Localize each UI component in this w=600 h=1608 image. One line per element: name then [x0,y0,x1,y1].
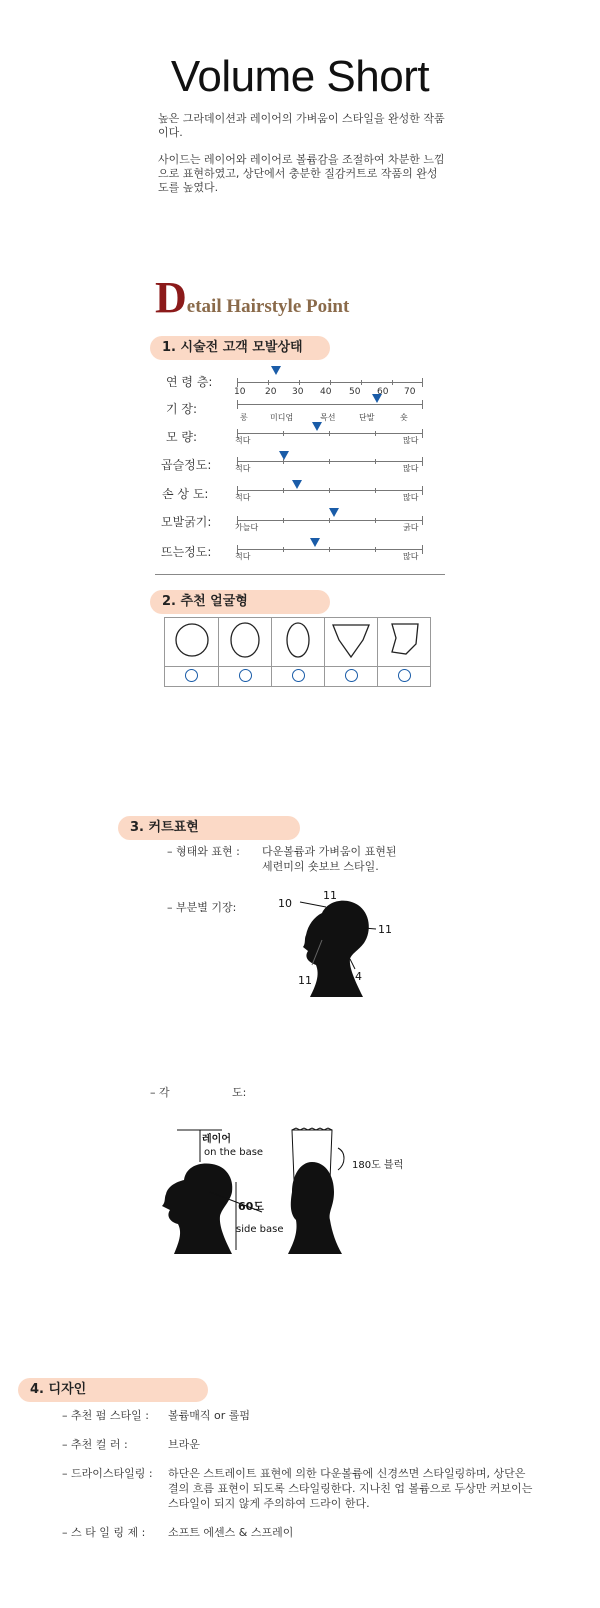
length-tick: 미디엄 [270,413,294,422]
lift-low: 적다 [235,552,251,561]
lift-marker [310,538,320,547]
len-top: 11 [323,889,337,902]
face-long-cell [272,618,325,667]
amount-marker [312,422,322,431]
angle-label: – 각 [150,1086,170,1099]
layer-sub: on the base [204,1147,264,1158]
angle-label-2: 도: [232,1086,247,1099]
curl-high: 많다 [403,464,419,473]
detail-heading [155,273,350,322]
head-profile-length-diagram [270,885,400,1020]
section1-title: 1. 시술전 고객 모발상태 [150,336,330,360]
amount-high: 많다 [403,436,419,445]
intro-paragraph-1: 높은 그라데이션과 레이어의 가벼움이 스타일을 완성한 작품이다. [158,112,445,139]
len-nape: 4 [355,970,362,983]
product-value: 소프트 에센스 & 스프레이 [168,1526,294,1539]
lift-label: 뜨는정도: [161,545,212,559]
face-oval-cell [219,618,272,667]
face-square-check [378,667,431,687]
page-title: Volume Short [170,52,430,101]
side-base: side base [236,1224,284,1235]
round-face-icon [172,620,212,660]
damage-high: 많다 [403,493,419,502]
age-tick: 30 [292,387,304,397]
length-marker [372,394,382,403]
face-triangle-cell [325,618,378,667]
form-label: – 형태와 표현 : [167,845,240,858]
len-back: 11 [378,923,392,936]
section2-title: 2. 추천 얼굴형 [150,590,330,614]
thickness-scale [235,514,423,532]
age-marker [271,366,281,375]
block-label: 180도 블럭 [352,1160,404,1171]
face-square-cell [378,618,431,667]
face-triangle-check [325,667,378,687]
length-by-part-label: – 부분별 기장: [167,901,237,914]
age-tick: 60 [377,387,389,397]
length-tick: 숏 [400,413,408,422]
face-round-cell [165,618,219,667]
head-block-diagram [280,1120,430,1270]
curl-marker [279,451,289,460]
product-label: – 스 타 일 링 제 : [62,1526,146,1539]
damage-low: 적다 [235,493,251,502]
len-side: 11 [298,974,312,987]
age-tick: 20 [265,387,277,397]
damage-marker [292,480,302,489]
length-tick: 롱 [240,413,248,422]
curl-label: 곱슬정도: [161,458,212,472]
circle-icon [345,669,358,682]
circle-icon [398,669,411,682]
section3-title: 3. 커트표현 [118,816,300,840]
circle-icon [185,669,198,682]
face-round-check [165,667,219,687]
length-scale [237,398,423,410]
detail-heading-initial: D [155,273,187,322]
square-face-icon [384,620,424,660]
age-tick: 40 [320,387,332,397]
lift-scale [235,543,423,561]
face-shape-table [164,617,431,687]
form-text-1: 다운볼륨과 가벼움이 표현된 [262,845,397,858]
intro-text [158,112,448,208]
age-tick: 10 [234,387,246,397]
thickness-marker [329,508,339,517]
perm-label: – 추천 펌 스타일 : [62,1409,149,1422]
circle-icon [239,669,252,682]
long-face-icon [278,620,318,660]
form-text-2: 세련미의 숏보브 스타일. [262,860,379,873]
age-tick: 70 [404,387,416,397]
intro-paragraph-2: 사이드는 레이어와 레이어로 볼륨감을 조절하여 차분한 느낌으로 표현하였고, 상단에서 충분한 질감커트로 작품의 완성도를 높였다. [158,153,445,194]
dry-value-2: 결의 흐름 표현이 되도록 스타일링한다. 지나친 업 볼륨으로 두상만 커보이는 [168,1482,533,1495]
dry-value-1: 하단은 스트레이트 표현에 의한 다운볼륨에 신경쓰면 스타일링하며, 상단은 [168,1467,526,1480]
curl-low: 적다 [235,464,251,473]
length-tick: 목선 [320,413,336,422]
detail-heading-rest: etail Hairstyle Point [186,296,350,317]
section4-title: 4. 디자인 [18,1378,208,1402]
amount-low: 적다 [235,436,251,445]
curl-scale [235,455,423,473]
age-label: 연 령 층: [166,375,213,389]
layer-title: 레이어 [202,1134,231,1145]
inverted-triangle-face-icon [329,620,373,660]
thickness-low: 가늘다 [235,523,259,532]
lift-high: 많다 [403,552,419,561]
age-tick: 50 [349,387,361,397]
dry-label: – 드라이스타일링 : [62,1467,153,1480]
amount-label: 모 량: [166,430,198,444]
length-tick: 단발 [359,413,375,422]
length-ticks [234,412,424,424]
circle-icon [292,669,305,682]
face-oval-check [219,667,272,687]
thickness-label: 모발굵기: [161,515,212,529]
dry-value-3: 스타일이 되지 않게 주의하여 드라이 한다. [168,1497,370,1510]
length-label: 기 장: [166,402,198,416]
thickness-high: 굵다 [403,523,419,532]
oval-face-icon [225,620,265,660]
face-long-check [272,667,325,687]
color-label: – 추천 컬 러 : [62,1438,128,1451]
damage-label: 손 상 도: [162,487,209,501]
color-value: 브라운 [168,1438,200,1451]
amount-scale [235,427,423,445]
len-front: 10 [278,897,292,910]
section-divider [155,574,445,575]
perm-value: 볼륨매직 or 롤펌 [168,1409,251,1422]
damage-scale [235,484,423,502]
deg-60: 60도 [238,1200,264,1213]
